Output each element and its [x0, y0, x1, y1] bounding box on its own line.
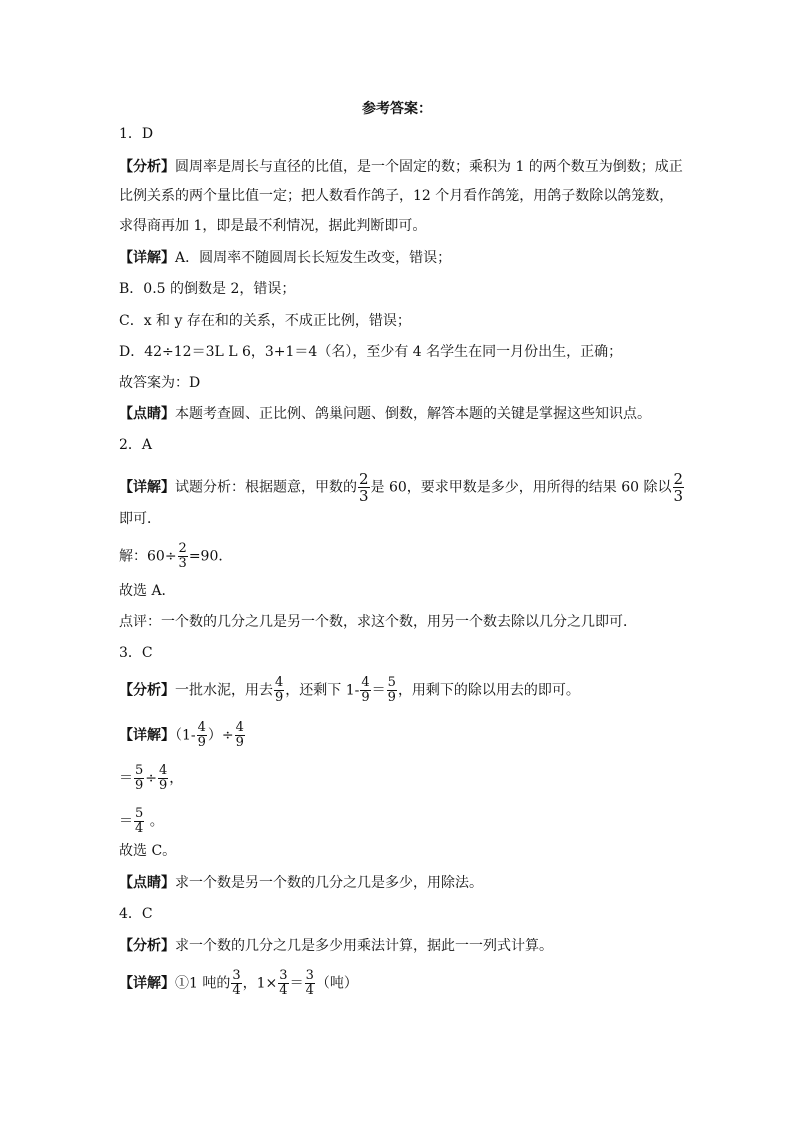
detail-tag: 【详解】 [119, 250, 175, 266]
fraction-numerator: 4 [197, 720, 206, 735]
fraction [358, 471, 370, 504]
fraction-denominator: 9 [361, 690, 370, 705]
q4-analysis-text: 求一个数的几分之几是多少用乘法计算，据此一一列式计算。 [175, 938, 553, 954]
q4-detail [119, 969, 358, 998]
q3-analysis [119, 676, 580, 705]
fraction-numerator: 5 [387, 675, 396, 690]
detail-tag: 【详解】 [119, 975, 175, 992]
comment-tag: 【点睛】 [119, 406, 175, 422]
q2-solve-post: =90． [188, 548, 233, 565]
q4-analysis [119, 936, 553, 956]
analysis-tag: 【分析】 [119, 682, 175, 699]
q1-number: 1．D [119, 126, 154, 142]
q1-analysis-line2: 比例关系的两个量比值一定；把人数看作鸽子，12 个月看作鸽笼，用鸽子数除以鸽笼数， [119, 188, 674, 204]
fraction [673, 471, 685, 504]
q2-detail-pre: 试题分析：根据题意，甲数的 [175, 479, 357, 496]
fraction-denominator: 9 [135, 778, 144, 793]
q1-analysis-line3: 求得商再加 1，即是最不利情况，据此判断即可。 [119, 218, 427, 234]
fraction-numerator: 2 [673, 470, 684, 488]
fraction [231, 969, 241, 998]
q1-detail-d: D．42÷12＝3L L 6，3+1＝4（名），至少有 4 名学生在同一月份出生，正确； [119, 344, 623, 360]
q3-answer: 故选 C。 [119, 843, 177, 859]
fraction-numerator: 3 [305, 968, 314, 983]
page-title: 参考答案： [362, 101, 432, 117]
q3-detail [119, 721, 246, 750]
q2-detail-tail: 即可． [119, 511, 161, 527]
fraction [305, 969, 315, 998]
fraction-numerator: 4 [235, 720, 244, 735]
q3-comment-text: 求一个数是另一个数的几分之几是多少，用除法。 [175, 875, 483, 891]
q1-detail-c: C．x 和 y 存在和的关系，不成正比例，错误； [119, 313, 411, 329]
fraction [360, 676, 370, 705]
fraction [197, 721, 207, 750]
fraction-denominator: 4 [305, 983, 314, 998]
q1-detail-b: B．0.5 的倒数是 2，错误； [119, 281, 296, 297]
fraction-numerator: 3 [232, 968, 241, 983]
analysis-tag: 【分析】 [119, 159, 175, 175]
fraction-denominator: 9 [197, 735, 206, 750]
q3-step1-div: ÷ [145, 770, 158, 787]
fraction-denominator: 9 [159, 778, 168, 793]
fraction-denominator: 4 [279, 983, 288, 998]
q1-comment [119, 404, 651, 424]
q3-comment [119, 873, 483, 893]
q2-detail-mid: 是 60，要求甲数是多少，用所得的结果 60 除以 [370, 479, 672, 496]
fraction [158, 764, 168, 793]
q2-comment: 点评：一个数的几分之几是另一个数，求这个数，用另一个数去除以几分之几即可． [119, 614, 637, 630]
fraction-numerator: 3 [279, 968, 288, 983]
q4-number: 4．C [119, 906, 153, 922]
detail-tag: 【详解】 [119, 727, 175, 744]
fraction [274, 676, 284, 705]
q2-detail [119, 471, 685, 504]
q3-step2 [119, 807, 164, 836]
q4-detail-mid: ，1× [242, 975, 278, 992]
detail-tag: 【详解】 [119, 479, 175, 496]
q1-detail-a [119, 248, 451, 268]
q3-step1-post: ， [169, 770, 184, 787]
fraction-denominator: 4 [232, 983, 241, 998]
fraction [235, 721, 245, 750]
fraction [387, 676, 397, 705]
fraction-numerator: 5 [135, 763, 144, 778]
fraction-denominator: 9 [275, 690, 284, 705]
q3-analysis-post: ，用剩下的除以用去的即可。 [397, 682, 580, 699]
fraction-denominator: 3 [359, 487, 369, 505]
q1-analysis-line1 [119, 157, 683, 177]
fraction [278, 969, 288, 998]
fraction-numerator: 2 [359, 470, 369, 488]
fraction [134, 807, 144, 836]
q4-detail-post: （吨） [315, 975, 358, 992]
fraction-numerator: 4 [159, 763, 168, 778]
q2-solution [119, 542, 232, 571]
q1-comment-text: 本题考查圆、正比例、鸽巢问题、倒数，解答本题的关键是掌握这些知识点。 [175, 406, 651, 422]
q4-detail-pre: ①1 吨的 [175, 975, 231, 992]
q3-detail-open: （1- [175, 727, 196, 744]
q4-detail-eq: ＝ [289, 975, 304, 992]
fraction-denominator: 3 [178, 556, 187, 571]
q3-step2-post: 。 [145, 813, 164, 830]
comment-tag: 【点睛】 [119, 875, 175, 891]
q1-detail-a-text: A．圆周率不随圆周长长短发生改变，错误； [175, 250, 452, 266]
fraction [178, 542, 188, 571]
fraction-denominator: 9 [387, 690, 396, 705]
fraction-numerator: 4 [275, 675, 284, 690]
q3-detail-close: ）÷ [207, 727, 234, 744]
fraction-denominator: 3 [673, 487, 684, 505]
analysis-tag: 【分析】 [119, 938, 175, 954]
q1-answer: 故答案为：D [119, 375, 201, 391]
q2-number: 2．A [119, 437, 153, 453]
fraction-denominator: 9 [235, 735, 244, 750]
q3-analysis-pre: 一批水泥，用去 [175, 682, 273, 699]
q3-step2-pre: ＝ [119, 813, 133, 830]
q3-step1 [119, 764, 183, 793]
q2-answer: 故选 A． [119, 583, 176, 599]
q3-number: 3．C [119, 645, 153, 661]
fraction-numerator: 2 [178, 541, 187, 556]
fraction [134, 764, 144, 793]
q1-analysis-text1: 圆周率是周长与直径的比值，是一个固定的数；乘积为 1 的两个数互为倒数；成正 [175, 159, 683, 175]
q3-analysis-eq: ＝ [371, 682, 386, 699]
fraction-denominator: 4 [135, 821, 144, 836]
q3-step1-pre: ＝ [119, 770, 133, 787]
fraction-numerator: 4 [361, 675, 370, 690]
q2-solve-pre: 解：60÷ [119, 548, 177, 565]
q3-analysis-mid: ，还剩下 1- [285, 682, 360, 699]
fraction-numerator: 5 [135, 806, 144, 821]
